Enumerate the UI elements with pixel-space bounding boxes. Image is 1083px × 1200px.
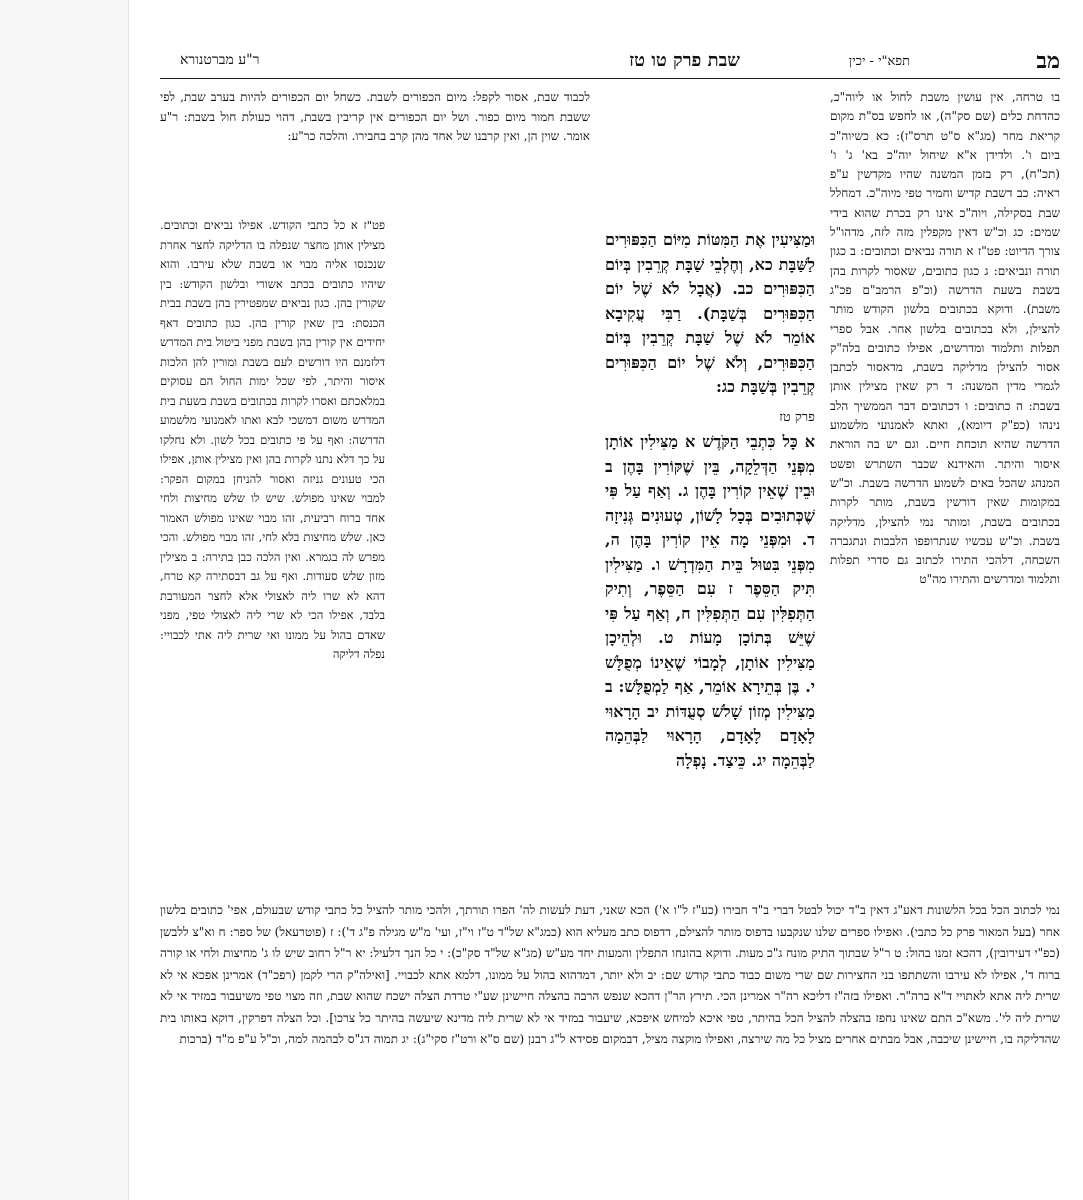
page-gutter	[0, 0, 129, 1200]
right-commentary-text: בו טרחה, אין עושין משבת לחול או ליוה"כ, כהדחת כלים (שם סק"ה), או לחפש בס"ת מקום קריאת מחר (מג"א ס"ט תרס"ז): כא כשיוה"כ ביום ו'. ולדידן א"א שיחול יוה"כ בא' ג' ו' (תכ"ח), רק בזמן המשנה שהיו מקדשין ע"פ ראיה: כב דשבת קדיש וחמיר טפי מיוה"כ. דמחלל שבת בסקילה, ויוה"כ אינו רק בכרת שהוא בידי שמים: כג וכ"ש דאין מקפלין מזה לזה, מדהו"ל צורך הדיוט: פט"ז א תורה נביאים וכתובים: ב כגון תורה ונביאים: ג כגון כתובים, שאסור לקרות בהן בשבת בשעת הדרשה (וכ"פ הרמב"ם פכ"ג משבת). ודוקא בכתובים בלשון הקודש מותר להצילן, ולא בכתובים בלשון אחר. אבל ספרי תפלות ותלמוד ומדרשים, אפילו כתובים בלה"ק אסור להצילן מדליקה בשבת, מדאסור לכתבן לגמרי מדין המשנה: ד רק שאין מצילין אותן בשבת: ה כתובים: ו דכתובים דבר הממשיך הלב נינהו (כפ"ק דיומא), ואתא לאמנועי מלשמוע הדרשה שהיא תוכחת חיים. וגם יש בה הוראת איסור והיתר. והאידנא שכבר השתרש ופשט המנהג שהכל באים לשמוע הדרשה בשבת. וכ"ש במקומות שאין דורשין בשבת, מותר לקרות בכתובים בשבת, ומותר נמי להצילן, מדליקה בשבת. וכ"ש עכשיו שנתרופפו הלבבות ונתגברה השכחה, דלהכי התירו לכתוב גם סדרי תפלות ותלמוד ומדרשים והתירו מה"ט	[830, 90, 1060, 587]
bottom-commentary-text: נמי לכתוב הכל בכל הלשונות דאע"ג דאין ב"ד יכול לבטל דברי ב"ד חבירו (כע"ז ל"ו א') הכא שאני, דעת לעשות לה' הפרו תורתך, ולהכי מותר להציל כל כתבי קודש שבעולם, אפי' כתובים בלשון אחר (בעל המאור פרק כל כתבי). ואפילו ספרים שלנו שנקבעו בדפוס מותר להצילם, דדפוס כתב מעליא הוא (כמג"א של"ד ט"ז וי"ז, ועי' מ"ש מגילה פ"ג ד'): ז (פוטרעאל) של ספר: ח וא"צ ללבשן (כפ"י דעירובין), דהכא זמנו בהול: ט ר"ל שבתוך התיק מונח ג"כ מעות. ודוקא בהונחו התפלין והמעות יחד מע"ש (מג"א של"ד סק"כ): י כל הנך דלעיל: יא ר"ל רחוב שיש לו ג' מחיצות ולחי או קורה ברוח ד', אפילו לא עירבו והשתתפו בני החצירות שם שרי משום כבוד כתבי קודש שם: יב ולא יותר, דמדהוא בהול על ממונו, דלמא אתא לכבויי. [ואילה"ק הרי לקמן (רפכ"ד) אמרינן אפכא אי לא שרית ליה אתא לאתויי ד"א ברה"ר. ואפילו בזה"ז דליכא רה"ר אמרינן הכי. תירץ הר"ן דהכא שנפש הרבה בהצלה חיישינן שע"י טרדת הצלה ישכח שהוא שבת, וזה מצוי טפי משיעבור במזיד אי לא שרית ליה לי'. משא"כ התם שאינו נחפז בהצלה להציל הכל בהיתר, טפי איכא למיחש איפכא, שיעבור במזיד אי לא שרית ליה מדינא שיעשה בהיתר כל צרכו]. וכל הצלה דפרקין, דוקא באותו בית שהדליקה בו, חיישינן שיכבה, אבל מבתים אחרים מציל כל מה שירצה, ואפילו מוקצה מציל, דבמקום פסידא ל"ג רבנן (שם ס"א ורט"ז סקי"ג): יג תמוה דג"ס לבהמה למה, וכ"ל ע"פ מ"ד (ברכות	[160, 903, 1060, 1046]
mishnah-column	[605, 228, 815, 779]
right-commentary-column	[830, 88, 1060, 590]
header-title: שבת פרק טו טז	[629, 50, 740, 71]
document-page	[160, 40, 1060, 1170]
left-commentary-main	[160, 216, 385, 665]
header-commentary-label: תפא"י - יכין	[848, 54, 910, 69]
header-rule	[160, 78, 1060, 79]
page-header	[160, 50, 1060, 76]
page-number: מב	[1036, 48, 1060, 74]
mishnah-chapter-label: פרק טז	[779, 409, 815, 425]
header-left-label: ר"ע מברטנורא	[180, 52, 260, 68]
mishnah-text-2: א כָּל כִּתְבֵי הַקֹּדֶשׁ א מַצִּילִין אוֹתָן מִפְּנֵי הַדְּלֵקָה, בֵּין שֶׁקּוֹרִין בָּהֶן ב וּבֵין שֶׁאֵין קוֹרִין בָּהֶן ג. וְאַף עַל פִּי שֶׁכְּתוּבִים בְּכָל לָשׁוֹן, טְעוּנִים גְּנִיזָה ד. וּמִפְּנֵי מָה אֵין קוֹרִין בָּהֶן ה, מִפְּנֵי בִּטּוּל בֵּית הַמִּדְרָשׁ ו. מַצִּילִין תִּיק הַסֵּפֶר ז עִם הַסֵּפֶר, וְתִיק הַתְּפִלִּין עִם הַתְּפִלִּין ח, וְאַף עַל פִּי שֶׁיֵּשׁ בְּתוֹכָן מָעוֹת ט. וּלְהֵיכָן מַצִּילִין אוֹתָן, לְמָבוֹי שֶׁאֵינוֹ מְפֻלָּשׁ י. בֶּן בְּתֵירָא אוֹמֵר, אַף לַמְפֻלָּשׁ: ב מַצִּילִין מְזוֹן שָׁלֹשׁ סְעֻדּוֹת יב הָרָאוּי לָאָדָם לָאָדָם, הָרָאוּי לַבְּהֵמָה לַבְּהֵמָה יג. כֵּיצַד. נָפְלָה	[605, 432, 815, 770]
mishnah-text-1: וּמַצִּיעִין אֶת הַמִּטּוֹת מִיּוֹם הַכִּפּוּרִים לַשַּׁבָּת כא, וְחֶלְבֵי שַׁבָּת קְרֵבִין בְּיוֹם הַכִּפּוּרִים כב. (אֲבָל לֹא שֶׁל יוֹם הַכִּפּוּרִים בְּשַׁבָּת). רַבִּי עֲקִיבָא אוֹמֵר לֹא שֶׁל שַׁבָּת קְרֵבִין בְּיוֹם הַכִּפּוּרִים, וְלֹא שֶׁל יוֹם הַכִּפּוּרִים קְרֵבִין בְּשַׁבָּת כג:	[605, 230, 815, 396]
bottom-commentary	[160, 900, 1060, 1051]
left-commentary-main-text: פט"ז א כל כתבי הקודש. אפילו נביאים וכתובים. מצילין אותן מחצר שנפלה בו הדליקה לחצר אחרת שנכנסו אליה מבוי או בשבת שלא עירבו. והוא שיהיו כתובים בכתב אשורי ובלשון הקודש: בין שקורין בהן. כגון נביאים שמפטירין בהן בשבת בבית הכנסת: בין שאין קורין בהן. כגון כתובים דאף יחידים אין קורין בהן בשבת מפני ביטול בית המדרש דלזמנם היו דורשים לעם בשבת ומורין להן הלכות איסור והיתר, לפי שכל ימות החול הם עסוקים במלאכתם ואסרו לקרות בכתובים בשבת בשעת בית המדרש משום דמשכי לבא ואתו לאמנועי מלשמוע הדרשה: ואף על פי כתובים בכל לשון. ולא נחלקו על כך דלא נתנו לקרות בהן ואין מצילין אותן, אפילו הכי טעונים גניזה ואסור להניחן במקום הפקר: למבוי שאינו מפולש. שיש לו שלש מחיצות ולחי אחד ברוח רביעית, זהו מבוי שאינו מפולש האמור כאן. שלש מחיצות בלא לחי, זהו מבוי מפולש. והכי מפרש לה בגמרא. ואין הלכה כבן בתירה: ב מצילין מזון שלש סעודות. ואף על גב דבסתירה קא טרח, דהא לא שרו ליה לאצולי אלא לחצר המעורבת בלבד, אפילו הכי לא שרי ליה לאצולי טפי, מפני שאדם בהול על ממונו ואי שרית ליה אתי לכבויי: נפלה דליקה	[160, 218, 385, 661]
left-commentary-top-text: לכבוד שבת, אסור לקפל: מיום הכפורים לשבת. כשחל יום הכפורים להיות בערב שבת, לפי ששבת חמור מיום כפור. ושל יום הכפורים אין קריבין בשבת, דהוי כעולת חול בשבת: ר"ע אומר. שוין הן, ואין קרבנו של אחד מהן קרב בחבירו. והלכה כר"ע:	[160, 90, 590, 143]
left-commentary-top	[160, 88, 590, 147]
